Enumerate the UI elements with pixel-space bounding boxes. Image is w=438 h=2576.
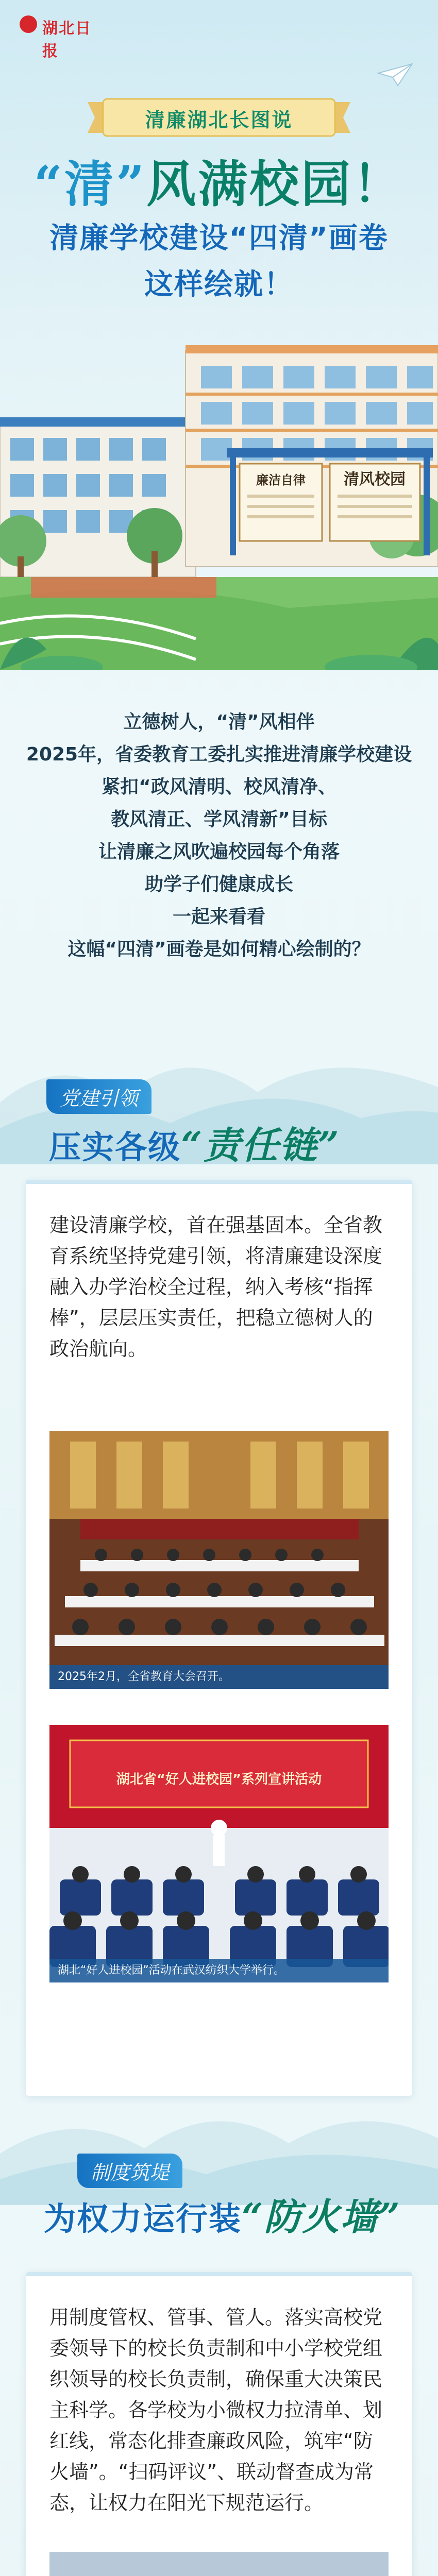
photo-school-affairs [49,2552,389,2576]
ribbon-title: 清廉湖北长图说 [145,109,293,131]
intro-text [0,706,438,965]
section2-title-prefix: 为权力运行装 [44,2200,242,2238]
board-right-text: 清风校园 [344,470,406,488]
section1-title-highlight: “责任链” [181,1123,340,1167]
section2-title [44,2187,401,2241]
section1-body: 建设清廉学校，首在强基固本。全省教育系统坚持党建引领，将清廉建设深度融入办学治校全过程，纳入考核“指挥棒”，层层压实责任，把稳立德树人的政治航向。 [49,1214,383,1360]
main-title [0,145,438,216]
section2-tag: 制度筑堤 [77,2154,182,2188]
brand-name: 湖北日报 [42,20,92,60]
section2-body: 用制度管权、管事、管人。落实高校党委领导下的校长负责制和中小学校党组织领导的校长负责制，确保重大决策民主科学。各学校为小微权力拉清单、划红线，常态化排查廉政风险，筑牢“防火墙”。“扫码评议”、联动督查成为常态，让权力在阳光下规范运行。 [49,2306,383,2514]
logo-icon [20,15,37,33]
subtitle-line-1: 清廉学校建设“四清”画卷 [49,222,389,255]
mountain-decoration [0,2071,438,2205]
intro-line: 这幅“四清”画卷是如何精心绘制的？ [68,939,370,960]
intro-line: 让清廉之风吹遍校园每个角落 [98,841,340,862]
photo1-caption: 2025年2月，全省教育大会召开。 [49,1665,389,1689]
section1-title [49,1115,340,1169]
title-rest: 风满校园！ [146,155,405,213]
brand-logo [20,10,102,60]
section2-title-highlight: “防火墙” [242,2195,401,2239]
board-left-text: 廉洁自律 [256,473,306,487]
intro-line: 教风清正、学风清新”目标 [111,809,327,830]
paper-plane-icon [377,62,413,88]
photo-conference [49,1431,389,1689]
intro-line: 紧扣“政风清明、校风清净、 [102,776,336,798]
header-ribbon [88,97,350,138]
section2-card [26,2272,412,2576]
intro-line: 助学子们健康成长 [144,874,293,895]
intro-line: 一起来看看 [172,906,265,927]
notice-board [227,448,433,555]
section1-tag: 党建引领 [46,1079,151,1114]
section1-title-prefix: 压实各级 [49,1128,181,1166]
intro-line: 2025年，省委教育工委扎实推进清廉学校建设 [26,744,412,765]
photo2-caption: 湖北“好人进校园”活动在武汉纺织大学举行。 [49,1959,389,1982]
section1-card [26,1180,412,2096]
intro-line: 立德树人，“清”风相伴 [123,711,315,733]
title-quote: “清” [33,155,147,213]
event-banner-text: 湖北省“好人进校园”系列宣讲活动 [116,1772,322,1787]
photo-event [49,1725,389,1982]
school-illustration [0,289,438,670]
subtitle-line-2: 这样绘就！ [144,268,294,301]
